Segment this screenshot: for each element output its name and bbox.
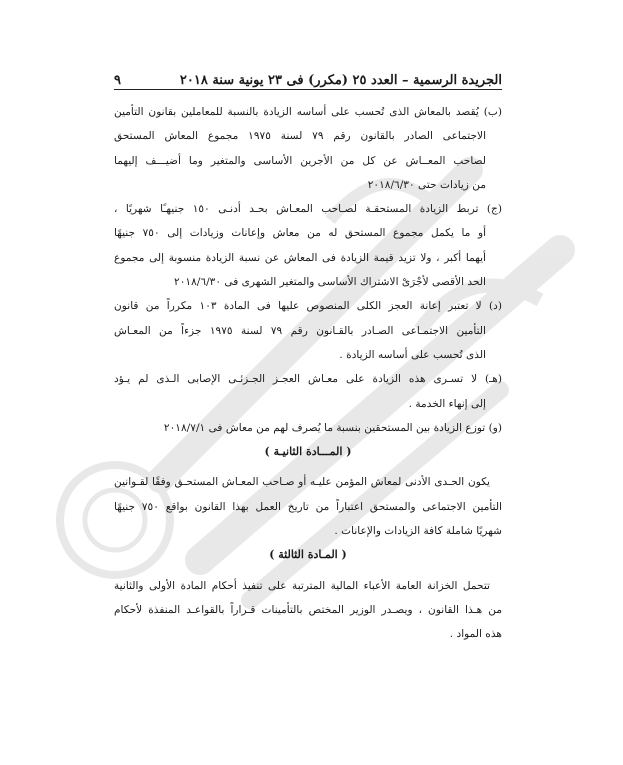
clause-d-line-2: التأمين الاجتمـاعى الصـادر بالقـانون رقم ٧٩ لسنة ١٩٧٥ جزءاً من المعـاش [114,324,486,337]
article-two-line-2: التأمين الاجتماعى والمستحق اعتباراً من تاريخ العمل بهذا القانون بواقع ٧٥٠ جنيهًا [114,500,502,513]
clause-c-line-3: أيهما أكبر ، ولا تزيد قيمة الزيادة فى المعاش عن نسبة الزيادة منسوبة إلى مجموع [114,251,487,264]
page-header [114,60,502,88]
clause-w-line-1: (و) توزع الزيادة بين المستحقين بنسبة ما يُصرف لهم من معاش فى ٢٠١٨/٧/١ [163,421,502,434]
article-three-line-1: تتحمل الخزانة العامة الأعباء المالية المترتبة على تنفيذ أحكام المادة الأولى والثانية [114,579,490,592]
clause-h-line-1: (هـ) لا تسـرى هذه الزيادة على معـاش العجـز الجـزئـى الإصابى الـذى لم يـؤد [114,373,502,386]
clause-c-line-2: أو ما يكمل مجموع المستحق له من معاش وإعانات وزيادات إلى ٧٥٠ جنيهًا [114,227,487,240]
page-number: ٩ [114,73,121,88]
article-two-line-1: يكون الحـدى الأدنى لمعاش المؤمن عليـه أو صـاحب المعـاش المستحـق وفقًا لقـوانين [114,476,490,489]
article-two-line-3: شهريًا شاملة كافة الزيادات والإعانات . [334,525,502,538]
clause-b-line-1: (ب) يُقصد بالمعاش الذى تُحسب على أساسه الزيادة بالنسبة للمعاملين بقانون التأمين [114,106,502,118]
header-rule [114,89,502,90]
article-three-heading: ( المـادة الثالثة ) [269,548,347,562]
header-title: الجريدة الرسمية – العدد ٢٥ (مكرر) فى ٢٣ يونية سنة ٢٠١٨ [179,73,502,88]
article-two-heading: ( المـــادة الثانيـة ) [264,445,352,459]
clause-h-line-2: إلى إنهاء الخدمة . [408,397,486,410]
clause-d-line-3: الذى تُحسب على أساسه الزيادة . [339,348,486,361]
clause-c-line-4: الحد الأقصى لأجْرَىْ الاشتراك الأساسى والمتغير الشهرى فى ٢٠١٨/٦/٣٠ [174,276,486,289]
document-body [114,100,502,647]
clause-d-line-1: (د) لا تعتبر إعانة العجز الكلى المنصوص عليها فى المادة ١٠٣ مكرراً من قانون [114,300,502,313]
article-three-line-3: هذه المواد . [449,628,502,641]
article-three-line-2: من هـذا القانون ، ويصـدر الوزير المختص بالتأمينات قـراراً بالقواعـد المنفذة لأحكام [114,603,502,616]
clause-c-line-1: (ج) تربط الزيادة المستحقـة لصـاحب المعـاش بحـد أدنـى ١٥٠ جنيهـًا شهريًا ، [114,203,502,216]
clause-b-line-3: لصاحب المعــاش عن كل من الأجرين الأساسى والمتغير وما أضيـــف إليهما [114,154,486,167]
clause-b-line-4: من زيادات حتى ٢٠١٨/٦/٣٠ [367,178,486,191]
clause-b-line-2: الاجتماعى الصادر بالقانون رقم ٧٩ لسنة ١٩٧٥ مجموع المعاش المستحق [114,130,487,143]
